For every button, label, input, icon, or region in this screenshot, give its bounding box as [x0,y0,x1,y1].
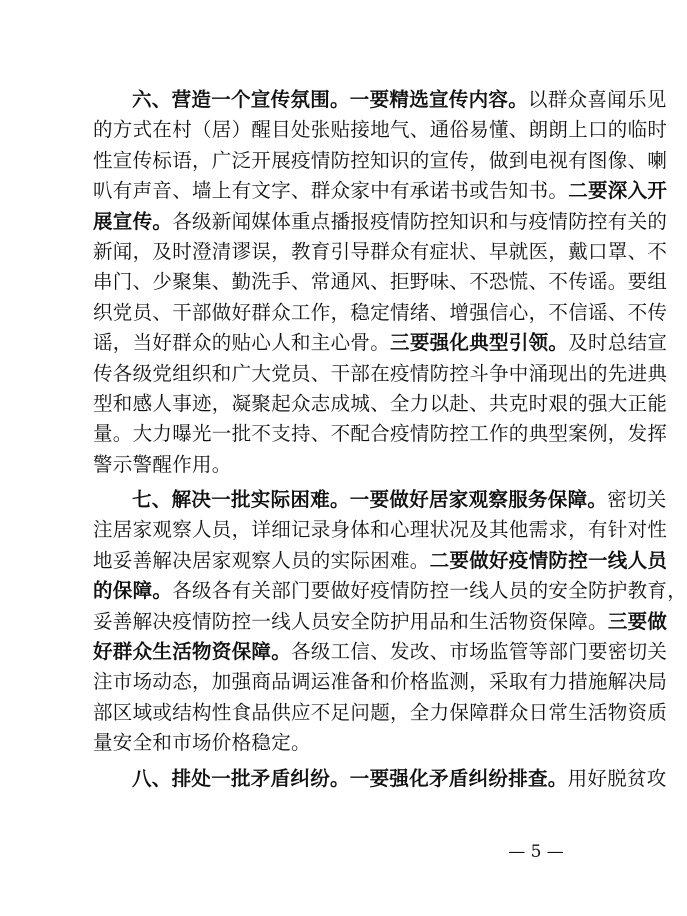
body-text-run: 量安全和市场价格稳定。 [93,731,311,755]
bold-heading-text: 三要强化典型引领。 [390,331,569,355]
text-line [93,146,668,176]
body-text [93,85,687,794]
text-line [93,698,668,728]
body-text-run: 量。大力曝光一批不支持、不配合疫情防控工作的典型案例，发挥 [93,422,668,446]
body-text-run: 及时总结宣 [568,331,668,355]
body-text-run: 警示警醒作用。 [93,452,232,476]
body-text-run: 各级新闻媒体重点播报疫情防控知识和与疫情防控有关的 [172,209,668,233]
text-line [93,576,687,606]
text-line [93,237,668,267]
body-text-run: 新闻，及时澄清谬误，教育引导群众有症状、早就医，戴口罩、不 [93,239,668,263]
page-number: — 5 — [508,842,564,862]
text-line [93,359,668,389]
body-text-run: 用好脱贫攻 [567,766,667,790]
body-text-run: 型和感人事迹，凝聚起众志成城、全力以赴、共克时艰的强大正能 [93,391,668,415]
bold-heading-text: 展宣传。 [93,209,173,233]
text-line [93,419,668,449]
bold-heading-text: 七、解决一批实际困难。一要做好居家观察服务保障。 [132,488,608,512]
body-text-run: 各级各有关部门要做好疫情防控一线人员的安全防护教育， [172,579,687,603]
body-text-run: 性宣传标语，广泛开展疫情防控知识的宣传，做到电视有图像、喇 [93,148,668,172]
paragraph [93,764,667,794]
body-text-run: 各级工信、发改、市场监管等部门要密切关 [291,640,668,664]
text-line [93,450,573,480]
text-line [93,764,667,794]
text-line [93,389,668,419]
text-line [93,176,668,206]
text-line [93,115,668,145]
body-text-run: 部区域或结构性食品供应不足问题，全力保障群众日常生活物资质 [93,700,668,724]
bold-heading-text: 好群众生活物资保障。 [93,640,292,664]
text-line [93,546,668,576]
body-text-run: 叭有声音、墙上有文字、群众家中有承诺书或告知书。 [93,179,569,203]
bold-heading-text: 六、营造一个宣传氛围。一要精选宣传内容。 [132,88,529,111]
body-text-run: 地妥善解决居家观察人员的实际困难。 [93,548,430,572]
text-line [93,298,668,328]
text-line [93,485,667,515]
text-line [93,207,668,237]
paragraph [93,485,687,759]
bold-heading-text: 二要做好疫情防控一线人员 [429,548,668,572]
bold-heading-text: 二要深入开 [568,179,668,203]
text-line [93,728,573,758]
body-text-run: 密切关 [607,488,667,512]
bold-heading-text: 三要做 [607,609,668,633]
text-line [93,667,668,697]
body-text-run: 织党员、干部做好群众工作，稳定情绪、增强信心，不信谣、不传 [93,300,668,324]
text-line [93,607,668,637]
body-text-run: 注市场动态，加强商品调运准备和价格监测，采取有力措施解决局 [93,670,668,694]
text-line [93,85,667,115]
text-line [93,637,668,667]
body-text-run: 的方式在村（居）醒目处张贴接地气、通俗易懂、朗朗上口的临时 [93,118,668,142]
bold-heading-text: 的保障。 [93,579,173,603]
body-text-run: 串门、少聚集、勤洗手、常通风、拒野味、不恐慌、不传谣。要组 [93,270,668,294]
text-line [93,515,668,545]
body-text-run: 传各级党组织和广大党员、干部在疫情防控斗争中涌现出的先进典 [93,361,668,385]
text-line [93,267,668,297]
text-line [93,328,668,358]
body-text-run: 以群众喜闻乐见 [528,88,667,111]
paragraph [93,85,668,480]
body-text-run: 注居家观察人员，详细记录身体和心理状况及其他需求，有针对性 [93,518,668,542]
body-text-run: 妥善解决疫情防控一线人员安全防护用品和生活物资保障。 [93,609,608,633]
body-text-run: 谣，当好群众的贴心人和主心骨。 [93,331,391,355]
bold-heading-text: 八、排处一批矛盾纠纷。一要强化矛盾纠纷排查。 [132,766,568,790]
